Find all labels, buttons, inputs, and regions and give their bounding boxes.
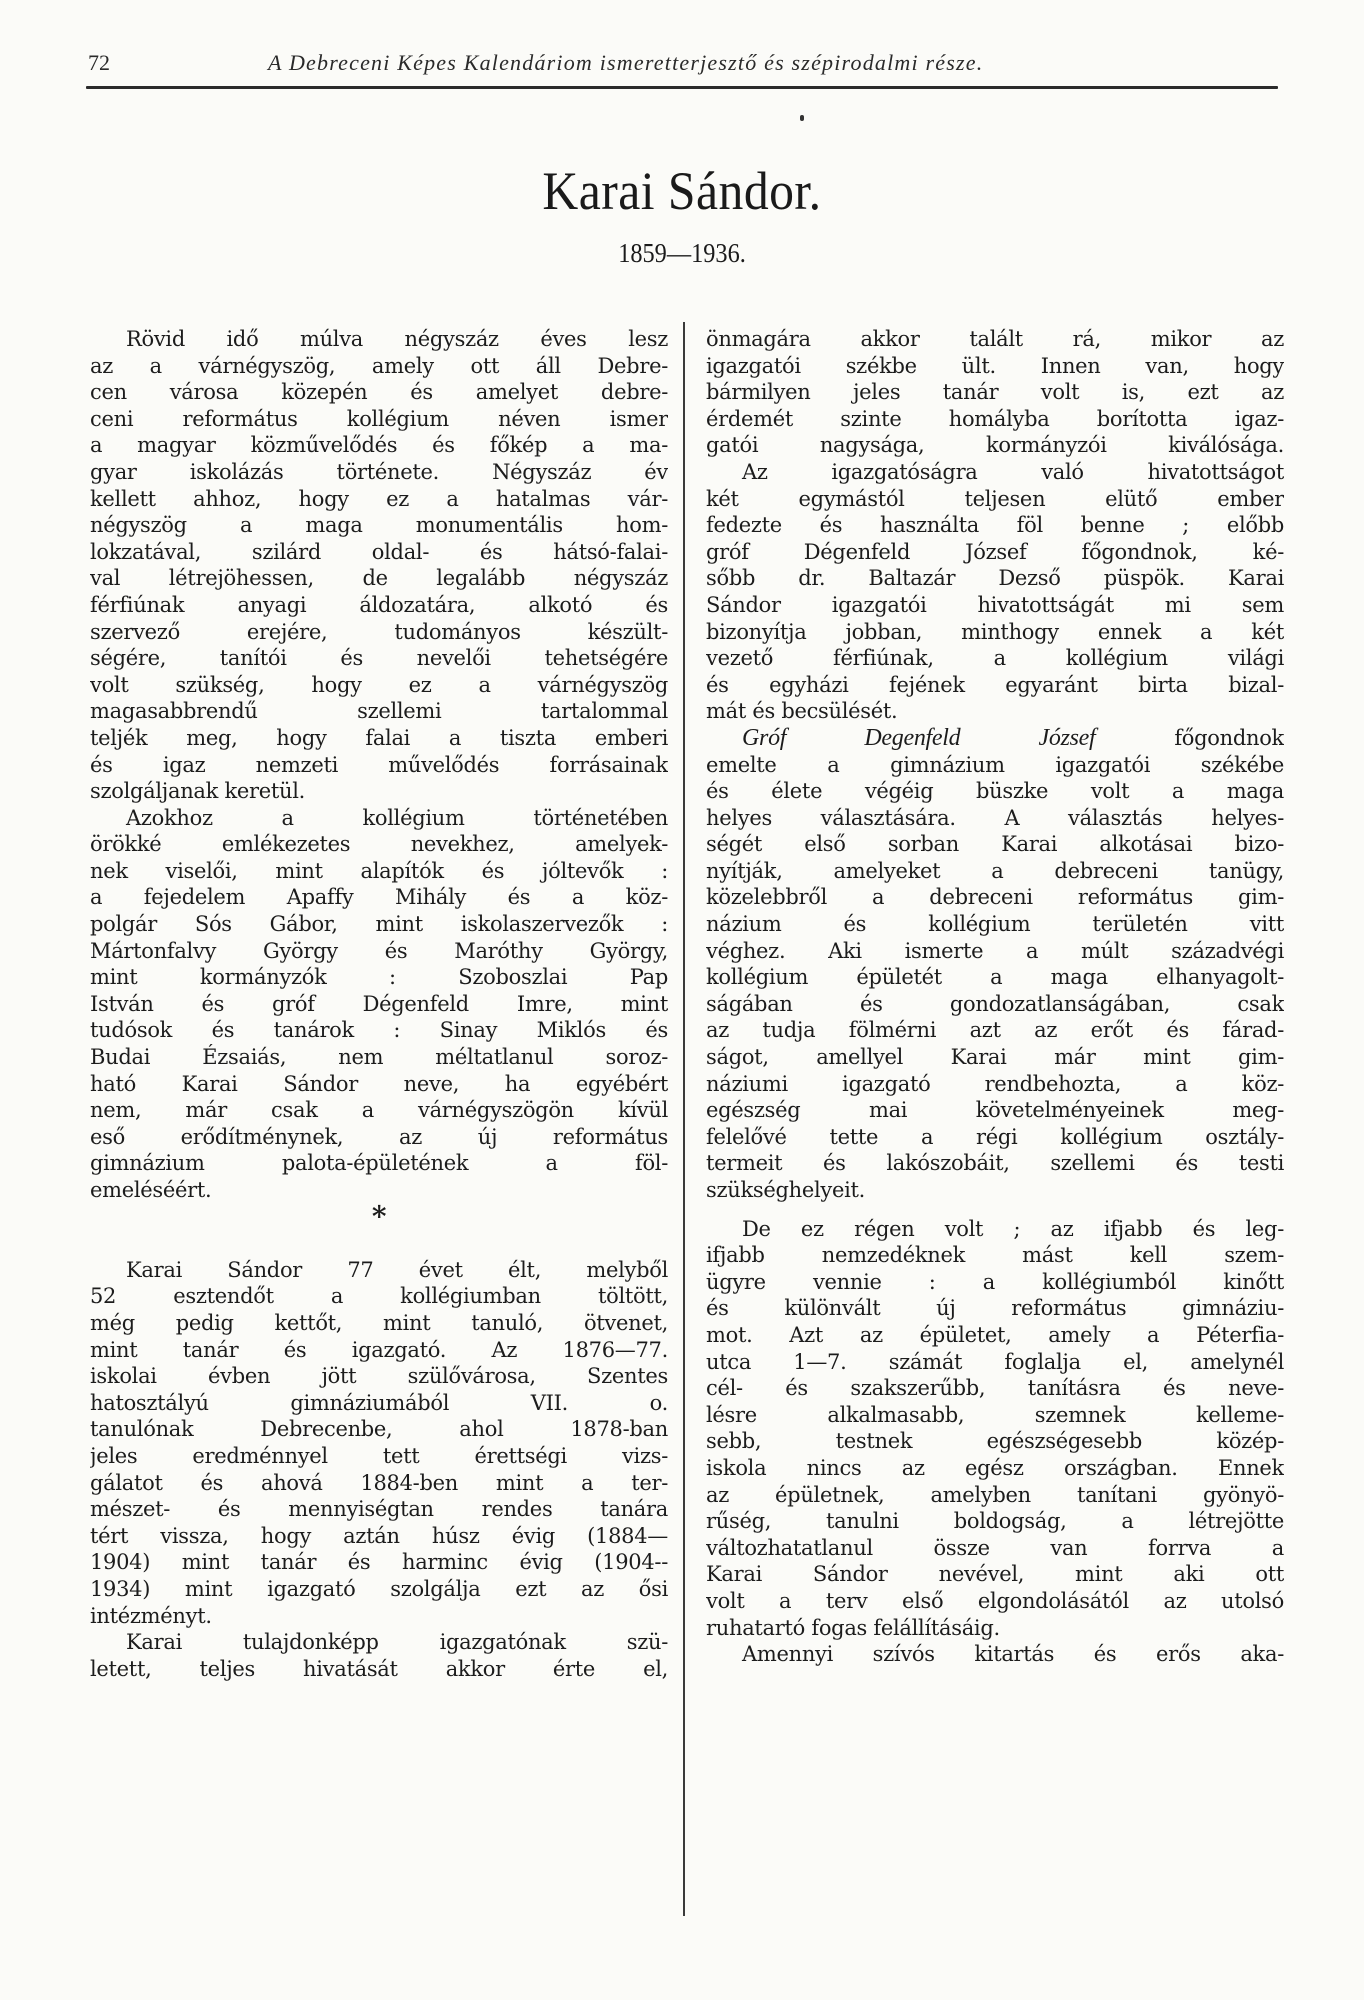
text-line: gatói nagysága, kormányzói kiválósága. — [706, 433, 1284, 458]
text-line: volt szükség, hogy ez a várnégyszög — [90, 672, 668, 697]
text-line: iskolai évben jött szülővárosa, Szentes — [90, 1364, 668, 1389]
text-line: cen városa közepén és amelyet debre- — [90, 380, 668, 405]
text-line: emelte a gimnázium igazgatói székébe — [706, 752, 1284, 777]
text-line: önmagára akkor talált rá, mikor az — [706, 327, 1284, 351]
text-line — [706, 725, 1284, 752]
text-line: örökké emlékezetes nevekhez, amelyek- — [90, 832, 668, 857]
text-line: lésre alkalmasabb, szemnek kelleme- — [706, 1402, 1284, 1427]
text-line: iskola nincs az egész országban. Ennek — [706, 1455, 1284, 1480]
text-line: változhatatlanul össze van forrva a — [706, 1535, 1284, 1560]
text-line: sebb, testnek egészségesebb közép- — [706, 1429, 1284, 1454]
text-line: letett, teljes hivatását akkor érte el, — [90, 1656, 668, 1681]
page-number: 72 — [88, 50, 110, 75]
text-run: főgondnok — [1095, 725, 1284, 750]
text-line: Mártonfalvy György és Maróthy György, — [90, 938, 668, 963]
text-line: szervező erejére, tudományos készült- — [90, 619, 668, 644]
text-line: bizonyítja jobban, minthogy ennek a két — [706, 619, 1284, 644]
text-line: Rövid idő múlva négyszáz éves lesz — [126, 327, 668, 351]
text-line: kollégium épületét a maga elhanyagolt- — [706, 965, 1284, 990]
paragraph-gap — [90, 1230, 668, 1257]
text-line: tudósok és tanárok : Sinay Miklós és — [90, 1018, 668, 1043]
text-line: Sándor igazgatói hivatottságát mi sem — [706, 592, 1284, 617]
text-line: Karai tulajdonképp igazgatónak szü- — [126, 1630, 668, 1655]
text-line: eső erődítménynek, az új református — [90, 1124, 668, 1149]
text-line: 1904) mint tanár és harminc évig (1904-- — [90, 1550, 668, 1575]
text-line: véghez. Aki ismerte a múlt századvégi — [706, 938, 1284, 963]
text-line: polgár Sós Gábor, mint iskolaszervezők : — [90, 912, 668, 937]
text-line: teljék meg, hogy falai a tiszta emberi — [90, 725, 668, 750]
article-title: Karai Sándor. — [542, 161, 822, 221]
text-line: közelebbről a debreceni református gim- — [706, 885, 1284, 910]
text-line: két egymástól teljesen elütő ember — [706, 486, 1284, 511]
text-line: intézményt. — [90, 1603, 212, 1628]
text-line: gálatot és ahová 1884-ben mint a ter- — [90, 1470, 668, 1495]
header-rule — [86, 86, 1278, 89]
text-line: jeles eredménnyel tett érettségi vizs- — [90, 1443, 668, 1468]
text-line: volt a terv első elgondolásától az utolsó — [706, 1588, 1284, 1613]
text-line: ságot, amellyel Karai már mint gim- — [706, 1045, 1284, 1070]
section-divider: * — [371, 1203, 387, 1231]
column-rule — [683, 322, 685, 1916]
text-line: férfiúnak anyagi áldozatára, alkotó és — [90, 592, 668, 617]
print-speck — [800, 115, 804, 121]
text-line: fedezte és használta föl benne ; előbb — [706, 513, 1284, 538]
text-line: helyes választására. A választás helyes- — [706, 805, 1284, 830]
text-line: rűség, tanulni boldogság, a létrejötte — [706, 1509, 1284, 1534]
text-line: utca 1—7. számát foglalja el, amelynél — [706, 1349, 1284, 1374]
text-line: mészet- és mennyiségtan rendes tanára — [90, 1497, 668, 1522]
text-line: Amennyi szívós kitartás és erős aka- — [742, 1642, 1284, 1667]
text-line: bármilyen jeles tanár volt is, ezt az — [706, 380, 1284, 405]
text-line: nek viselői, mint alapítók és jóltevők : — [90, 858, 668, 883]
text-line: ségére, tanítói és nevelői tehetségére — [90, 646, 668, 671]
text-line: négyszög a maga monumentális hom- — [90, 513, 668, 538]
text-line: és élete végéig büszke volt a maga — [706, 779, 1284, 804]
text-line: az tudja fölmérni azt az erőt és fárad- — [706, 1018, 1284, 1043]
text-line: hatosztályú gimnáziumából VII. o. — [90, 1390, 668, 1415]
text-line: felelővé tette a régi kollégium osztály- — [706, 1124, 1284, 1149]
italic-name: Gróf Degenfeld József — [742, 724, 1096, 751]
text-line: és igaz nemzeti művelődés forrásainak — [90, 752, 668, 777]
text-line: gyar iskolázás története. Négyszáz év — [90, 459, 668, 484]
text-line: ségét első sorban Karai alkotásai bizo- — [706, 832, 1284, 857]
right-column — [706, 326, 1284, 1668]
paragraph-gap — [706, 1204, 1284, 1216]
text-line: Karai Sándor 77 évet élt, melyből — [126, 1257, 668, 1282]
text-line: tért vissza, hogy aztán húsz évig (1884— — [90, 1523, 668, 1548]
text-line: nem, már csak a várnégyszögön kívül — [90, 1098, 668, 1123]
text-line: igazgatói székbe ült. Innen van, hogy — [706, 353, 1284, 378]
text-line: érdemét szinte homályba borította igaz- — [706, 406, 1284, 431]
text-line: magasabbrendű szellemi tartalommal — [90, 699, 668, 724]
text-line: náziumi igazgató rendbehozta, a köz- — [706, 1071, 1284, 1096]
article-dates: 1859—1936. — [618, 238, 746, 268]
text-line: a fejedelem Apaffy Mihály és a köz- — [90, 885, 668, 910]
text-line: mint kormányzók : Szoboszlai Pap — [90, 965, 668, 990]
text-line: mot. Azt az épületet, amely a Péterfia- — [706, 1322, 1284, 1347]
text-line: Az igazgatóságra való hivatottságot — [742, 459, 1284, 484]
text-line: ügyre vennie : a kollégiumból kinőtt — [706, 1269, 1284, 1294]
text-line: még pedig kettőt, mint tanuló, ötvenet, — [90, 1310, 668, 1335]
left-column — [90, 326, 668, 1682]
text-line: Karai Sándor nevével, mint aki ott — [706, 1562, 1284, 1587]
text-line: sőbb dr. Baltazár Dezső püspök. Karai — [706, 566, 1284, 591]
text-line: De ez régen volt ; az ifjabb és leg- — [742, 1216, 1284, 1241]
text-line: cél- és szakszerűbb, tanításra és neve- — [706, 1376, 1284, 1401]
text-line: ifjabb nemzedéknek mást kell szem- — [706, 1243, 1284, 1268]
text-line: vezető férfiúnak, a kollégium világi — [706, 646, 1284, 671]
text-line: szükséghelyeit. — [706, 1178, 866, 1202]
text-line: az a várnégyszög, amely ott áll Debre- — [90, 353, 668, 378]
text-line: István és gróf Dégenfeld Imre, mint — [90, 991, 668, 1016]
text-line: a magyar közművelődés és főkép a ma- — [90, 433, 668, 458]
text-line: lokzatával, szilárd oldal- és hátsó-falai- — [90, 539, 668, 564]
text-line: gimnázium palota-épületének a föl- — [90, 1151, 668, 1176]
text-line: ságában és gondozatlanságában, csak — [706, 991, 1284, 1016]
text-line: 52 esztendőt a kollégiumban töltött, — [90, 1284, 668, 1309]
running-title: A Debreceni Képes Kalendáriom ismeretterjesztő és szépirodalmi része. — [268, 50, 984, 75]
text-line: Azokhoz a kollégium történetében — [126, 805, 668, 830]
text-line: názium és kollégium területén vitt — [706, 912, 1284, 937]
text-line: termeit és lakószobáit, szellemi és testi — [706, 1151, 1284, 1176]
text-line: ruhatartó fogas felállításáig. — [706, 1615, 1000, 1640]
text-line: emeléséért. — [90, 1178, 212, 1202]
text-line: egészség mai követelményeinek meg- — [706, 1098, 1284, 1123]
text-line: kellett ahhoz, hogy ez a hatalmas vár- — [90, 486, 668, 511]
text-line: és egyházi fejének egyaránt birta bizal- — [706, 672, 1284, 697]
text-line: val létrejöhessen, de legalább négyszáz — [90, 566, 668, 591]
text-line: tanulónak Debrecenbe, ahol 1878-ban — [90, 1417, 668, 1442]
running-header — [88, 50, 1278, 80]
text-line: Budai Ézsaiás, nem méltatlanul soroz- — [90, 1045, 668, 1070]
text-line: mát és becsülését. — [706, 699, 898, 724]
text-line: és különvált új református gimnáziu- — [706, 1296, 1284, 1321]
text-line: mint tanár és igazgató. Az 1876—77. — [90, 1337, 668, 1362]
text-line: az épületnek, amelyben tanítani gyönyö- — [706, 1482, 1284, 1507]
text-line: nyítják, amelyeket a debreceni tanügy, — [706, 858, 1284, 883]
text-line: ható Karai Sándor neve, ha egyébért — [90, 1071, 668, 1096]
text-line: ceni református kollégium néven ismer — [90, 406, 668, 431]
text-line: szolgáljanak keretül. — [90, 779, 306, 804]
text-line: gróf Dégenfeld József főgondnok, ké- — [706, 539, 1284, 564]
text-line: 1934) mint igazgató szolgálja ezt az ősi — [90, 1576, 668, 1601]
